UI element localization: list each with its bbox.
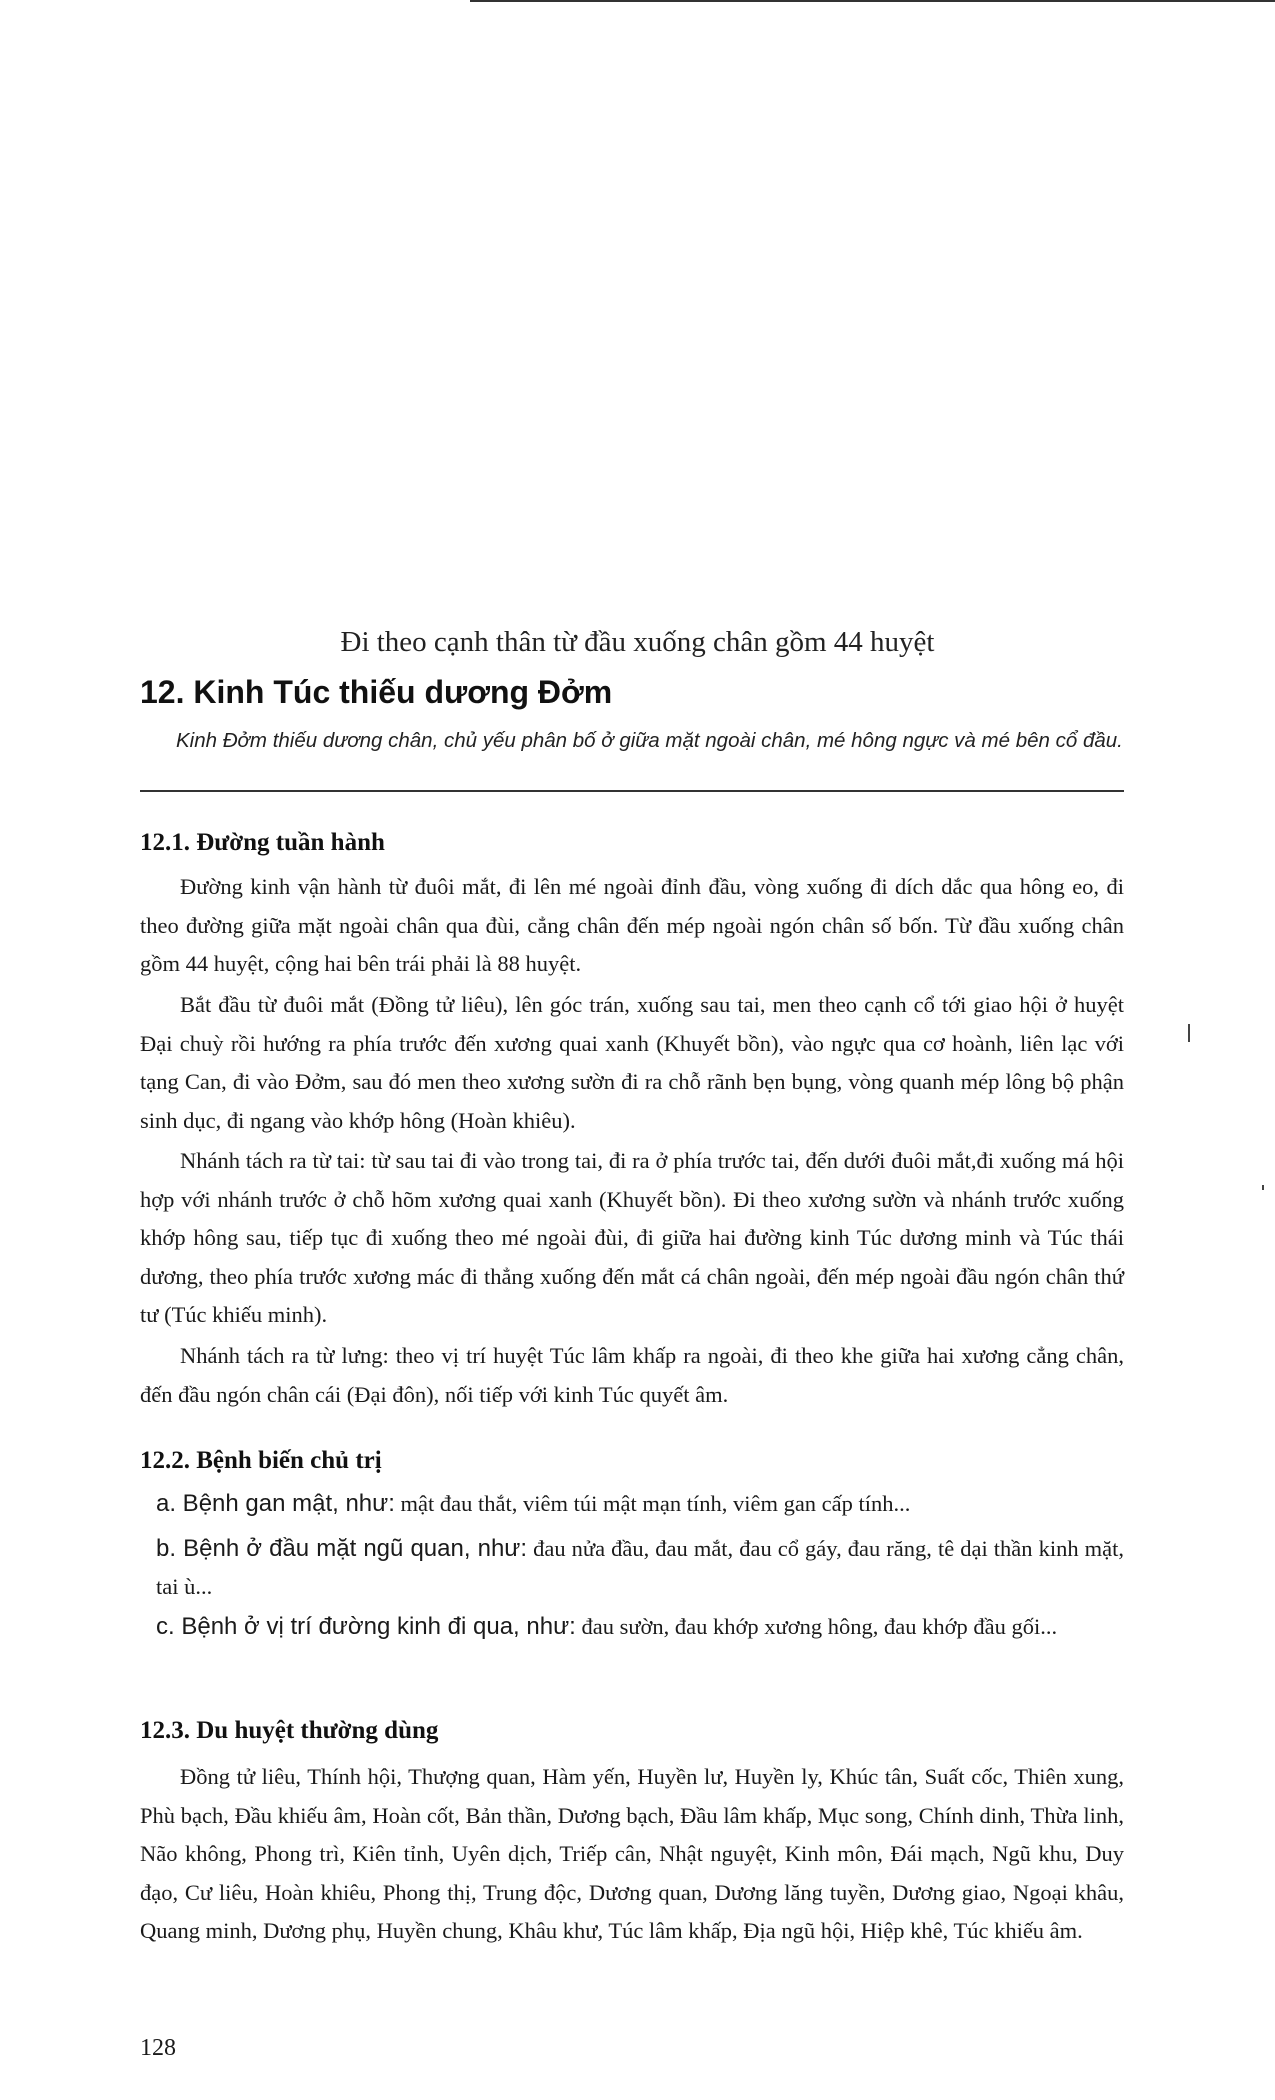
disease-item-b-lead: b. Bệnh ở đầu mặt ngũ quan, như: [156,1535,528,1562]
scan-speck [1262,1185,1264,1190]
disease-item-c [156,1608,1124,1646]
disease-item-a [156,1485,1124,1523]
paragraph-route-2: Bắt đầu từ đuôi mắt (Đồng tử liêu), lên góc trán, xuống sau tai, men theo cạnh cổ tới giao hội ở huyệt Đại chuỳ rồi hướng ra phía trước đến xương quai xanh (Khuyết bồn), vào ngực qua cơ hoành, liên lạc với tạng Can, đi vào Đởm, sau đó men theo xương sườn đi ra chỗ rãnh bẹn bụng, vòng quanh mép lông bộ phận sinh dục, đi ngang vào khớp hông (Hoàn khiêu). [140,992,1124,1133]
figure-caption: Đi theo cạnh thân từ đầu xuống chân gồm 44 huyệt [340,626,935,658]
disease-item-a-lead: a. Bệnh gan mật, như: [156,1490,395,1517]
section-heading-route: 12.1. Đường tuần hành [140,829,385,856]
scan-mark [1188,1024,1190,1042]
chapter-title: 12. Kinh Túc thiếu dương Đởm [140,674,613,710]
chapter-subtitle: Kinh Đởm thiếu dương chân, chủ yếu phân bố ở giữa mặt ngoài chân, mé hông ngực và mé bên cổ đầu. [176,729,1123,752]
section-heading-diseases: 12.2. Bệnh biến chủ trị [140,1447,382,1474]
disease-item-b [156,1530,1124,1606]
page-number: 128 [140,2035,176,2061]
disease-item-b-text: đau nửa đầu, đau mắt, đau cổ gáy, đau răng, tê dại thần kinh mặt, tai ù... [156,1536,1124,1599]
paragraph-route-3: Nhánh tách ra từ tai: từ sau tai đi vào trong tai, đi ra ở phía trước tai, đến dưới đuôi mắt,đi xuống má hội hợp với nhánh trước ở chỗ hõm xương quai xanh (Khuyết bồn). Đi theo xương sườn và nhánh trước xuống khớp hông sau, tiếp tục đi xuống theo mé ngoài đùi, đi giữa hai đường kinh Túc dương minh và Túc thái dương, theo phía trước xương mác đi thẳng xuống đến mắt cá chân ngoài, đến mép ngoài đầu ngón chân thứ tư (Túc khiếu minh). [140,1148,1124,1327]
disease-item-c-text: đau sườn, đau khớp xương hông, đau khớp đầu gối... [575,1614,1058,1639]
section-heading-points: 12.3. Du huyệt thường dùng [140,1717,439,1744]
paragraph-route-1: Đường kinh vận hành từ đuôi mắt, đi lên mé ngoài đỉnh đầu, vòng xuống đi dích dắc qua hông eo, đi theo đường giữa mặt ngoài chân qua đùi, cẳng chân đến mép ngoài ngón chân số bốn. Từ đầu xuống chân gồm 44 huyệt, cộng hai bên trái phải là 88 huyệt. [140,874,1124,976]
scan-top-edge [470,0,1275,2]
section-divider [140,790,1124,792]
disease-item-c-lead: c. Bệnh ở vị trí đường kinh đi qua, như: [156,1613,576,1640]
disease-item-a-text: mật đau thắt, viêm túi mật mạn tính, viêm gan cấp tính... [394,1491,911,1516]
paragraph-points: Đồng tử liêu, Thính hội, Thượng quan, Hàm yến, Huyền lư, Huyền ly, Khúc tân, Suất cốc, Thiên xung, Phù bạch, Đầu khiếu âm, Hoàn cốt, Bản thần, Dương bạch, Đầu lâm khấp, Mục song, Chính dinh, Thừa linh, Não không, Phong trì, Kiên tỉnh, Uyên dịch, Triếp cân, Nhật nguyệt, Kinh môn, Đái mạch, Ngũ khu, Duy đạo, Cư liêu, Hoàn khiêu, Phong thị, Trung độc, Dương quan, Dương lăng tuyền, Dương giao, Ngoại khâu, Quang minh, Dương phụ, Huyền chung, Khâu khư, Túc lâm khấp, Địa ngũ hội, Hiệp khê, Túc khiếu âm. [140,1764,1124,1943]
paragraph-route-4: Nhánh tách ra từ lưng: theo vị trí huyệt Túc lâm khấp ra ngoài, đi theo khe giữa hai xương cẳng chân, đến đầu ngón chân cái (Đại đôn), nối tiếp với kinh Túc quyết âm. [140,1343,1124,1407]
